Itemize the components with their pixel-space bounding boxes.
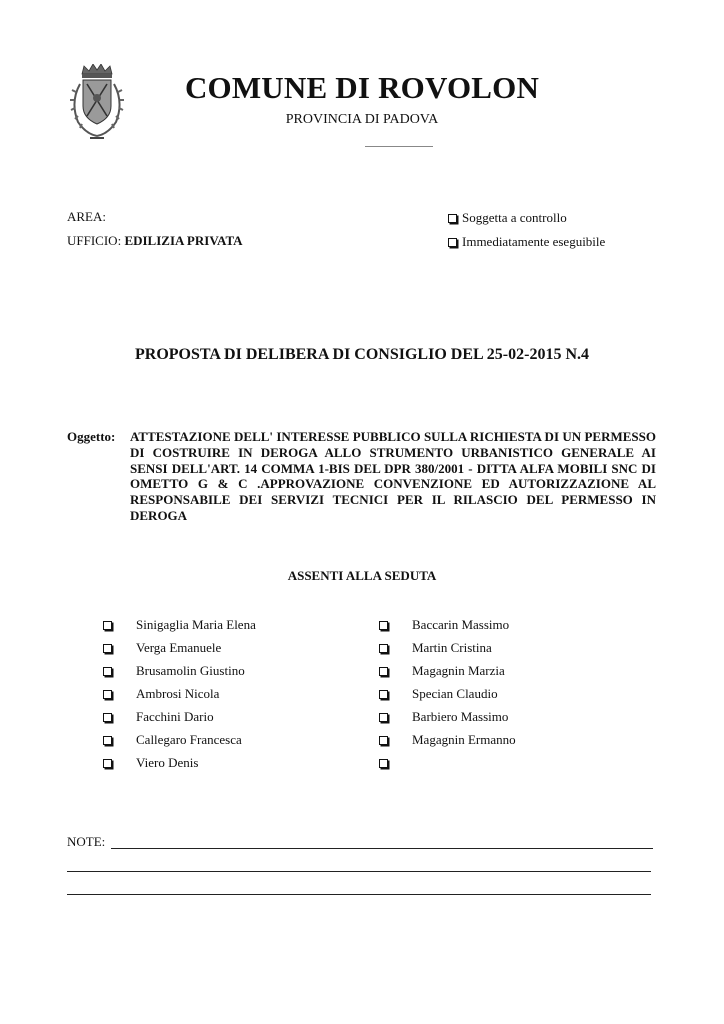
member-name: Baccarin Massimo: [412, 617, 510, 632]
list-item: [103, 707, 256, 727]
municipality-title: COMUNE DI ROVOLON: [184, 70, 540, 105]
member-name: Verga Emanuele: [136, 640, 222, 655]
list-item: [379, 753, 516, 773]
list-item: [379, 638, 516, 658]
note-line[interactable]: [111, 848, 653, 849]
list-item: [379, 661, 516, 681]
checkbox-icon[interactable]: [379, 759, 388, 768]
area-field: [67, 209, 106, 225]
assenti-heading: ASSENTI ALLA SEDUTA: [287, 568, 437, 583]
oggetto-label: Oggetto:: [67, 429, 116, 444]
list-item: [103, 661, 256, 681]
checkbox-immediatamente-label: Immediatamente eseguibile: [462, 234, 606, 249]
member-name: Facchini Dario: [136, 709, 214, 724]
member-name: Magagnin Marzia: [412, 663, 505, 678]
note-label: NOTE:: [67, 834, 106, 849]
header-divider: [365, 146, 433, 147]
list-item: [379, 730, 516, 750]
member-name: Barbiero Massimo: [412, 709, 509, 724]
checkbox-soggetta-label: Soggetta a controllo: [462, 210, 567, 225]
list-item: [379, 615, 516, 635]
member-name: Specian Claudio: [412, 686, 498, 701]
ufficio-label: UFFICIO:: [67, 233, 122, 248]
list-item: [379, 707, 516, 727]
checkbox-icon[interactable]: [103, 621, 112, 630]
ufficio-value: EDILIZIA PRIVATA: [124, 233, 243, 248]
member-name: Viero Denis: [136, 755, 199, 770]
member-name: Sinigaglia Maria Elena: [136, 617, 256, 632]
member-name: Ambrosi Nicola: [136, 686, 220, 701]
list-item: [103, 684, 256, 704]
checkbox-icon[interactable]: [103, 759, 112, 768]
checkbox-icon[interactable]: [103, 644, 112, 653]
area-label: AREA:: [67, 209, 106, 224]
proposal-heading: PROPOSTA DI DELIBERA DI CONSIGLIO DEL 25-02-2015 N.4: [135, 346, 589, 363]
list-item: [103, 753, 256, 773]
checkbox-soggetta[interactable]: [448, 210, 567, 226]
checkbox-icon[interactable]: [379, 644, 388, 653]
checkbox-icon[interactable]: [448, 238, 457, 247]
checkbox-immediatamente[interactable]: [448, 234, 605, 250]
member-name: Magagnin Ermanno: [412, 732, 516, 747]
checkbox-icon[interactable]: [379, 667, 388, 676]
checkbox-icon[interactable]: [103, 690, 112, 699]
checkbox-icon[interactable]: [379, 713, 388, 722]
list-item: [103, 638, 256, 658]
note-line[interactable]: [67, 894, 651, 895]
list-item: [103, 730, 256, 750]
note-line[interactable]: [67, 871, 651, 872]
checkbox-icon[interactable]: [103, 667, 112, 676]
member-name: Martin Cristina: [412, 640, 492, 655]
checkbox-icon[interactable]: [448, 214, 457, 223]
checkbox-icon[interactable]: [379, 736, 388, 745]
list-item: [103, 615, 256, 635]
assenti-right-column: [379, 615, 516, 773]
ufficio-field: [67, 233, 243, 249]
checkbox-icon[interactable]: [379, 621, 388, 630]
checkbox-icon[interactable]: [103, 713, 112, 722]
list-item: [379, 684, 516, 704]
member-name: Callegaro Francesca: [136, 732, 242, 747]
province-subtitle: PROVINCIA DI PADOVA: [285, 112, 439, 127]
member-name: Brusamolin Giustino: [136, 663, 245, 678]
oggetto-text: ATTESTAZIONE DELL' INTERESSE PUBBLICO SULLA RICHIESTA DI UN PERMESSO DI COSTRUIRE IN DEROGA ALLO STRUMENTO URBANISTICO GENERALE AI SENSI DELL'ART. 14 COMMA 1-BIS DEL DPR 380/2001 - DITTA ALFA MOBILI SNC DI OMETTO G & C .APPROVAZIONE CONVENZIONE ED AUTORIZZAZIONE AL RESPONSABILE DEI SERVIZI TECNICI PER IL RILASCIO DEL PERMESSO IN DEROGA: [130, 429, 656, 523]
checkbox-icon[interactable]: [379, 690, 388, 699]
assenti-left-column: [103, 615, 256, 773]
checkbox-icon[interactable]: [103, 736, 112, 745]
